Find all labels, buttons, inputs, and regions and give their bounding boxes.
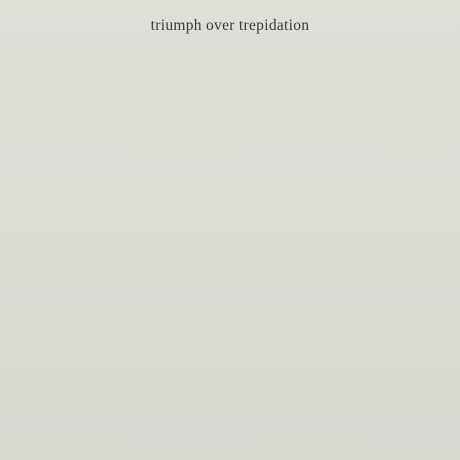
column-left [26,44,155,442]
column-right [305,44,434,442]
column-middle [166,44,295,442]
credits-heading [305,344,434,352]
page-title: triumph over trepidation [150,17,310,34]
body-columns [26,44,434,442]
